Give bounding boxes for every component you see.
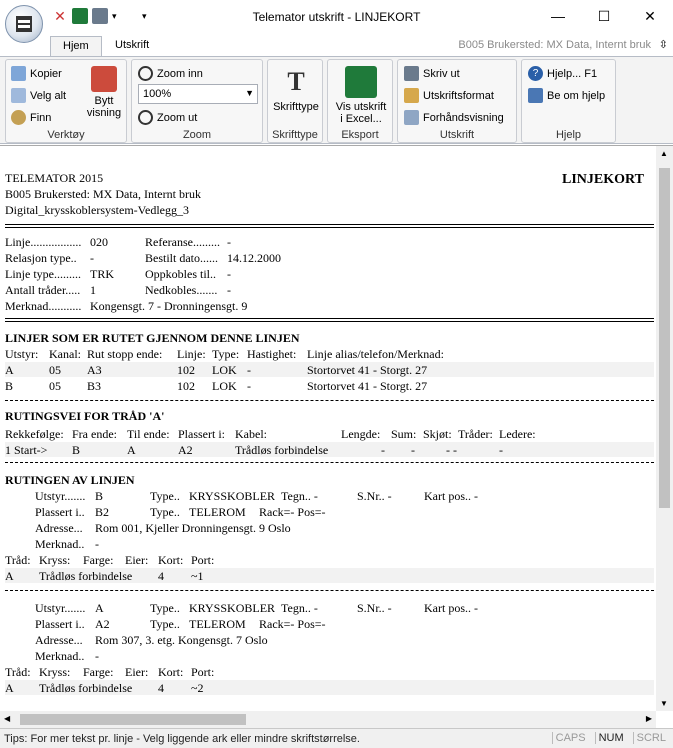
section-title: RUTINGSVEI FOR TRÅD 'A' — [5, 409, 165, 423]
field-label: Type.. — [150, 601, 180, 615]
group-font — [267, 59, 323, 143]
close-doc-icon[interactable]: ✕ — [54, 8, 66, 24]
select-all-button[interactable] — [11, 88, 66, 103]
table-cell: ~2 — [191, 681, 204, 695]
field-label: Nedkobles....... — [145, 283, 218, 297]
col-header: Plassert i: — [178, 427, 225, 441]
dashed-divider — [5, 400, 654, 401]
field-value: S.Nr.. - — [357, 601, 392, 615]
horizontal-scroll-thumb[interactable] — [20, 714, 246, 725]
switch-view-icon — [91, 66, 117, 92]
field-label: Antall tråder..... — [5, 283, 81, 297]
col-header: Ledere: — [499, 427, 536, 441]
field-value: Rom 001, Kjeller Dronningensgt. 9 Oslo — [95, 521, 291, 535]
scroll-left-icon[interactable]: ◀ — [4, 714, 11, 723]
copy-label: Kopier — [30, 67, 62, 80]
tab-home[interactable]: Hjem — [50, 36, 102, 56]
field-label: Plassert i.. — [35, 617, 85, 631]
dashed-divider — [5, 462, 654, 463]
table-cell: B3 — [87, 379, 102, 393]
zoom-in-label: Zoom inn — [157, 67, 203, 80]
printer-icon — [404, 66, 419, 81]
field-value: - — [95, 537, 99, 551]
search-icon — [11, 110, 26, 125]
col-header: Tråd: — [5, 553, 31, 567]
col-header: Kanal: — [49, 347, 81, 361]
font-label: Skrifttype — [273, 101, 319, 113]
field-value: TELEROM — [189, 617, 246, 631]
col-header: Rut stopp ende: — [87, 347, 163, 361]
table-cell: Trådløs forbindelse — [39, 681, 133, 695]
ask-help-label: Be om hjelp — [547, 89, 606, 102]
group-verktoy — [5, 59, 127, 143]
field-value: KRYSSKOBLER — [189, 489, 276, 503]
double-divider — [5, 318, 654, 322]
field-label: Type.. — [150, 617, 180, 631]
ribbon — [0, 56, 673, 144]
zoom-out-icon — [138, 110, 153, 125]
field-value: Rom 307, 3. etg. Kongensgt. 7 Oslo — [95, 633, 268, 647]
group-label-help: Hjelp — [555, 129, 582, 141]
preview-icon — [404, 110, 419, 125]
field-value: Kongensgt. 7 - Dronningensgt. 9 — [90, 299, 248, 313]
col-header: Linje alias/telefon/Merknad: — [307, 347, 444, 361]
table-cell: A2 — [178, 443, 193, 457]
field-label: Plassert i.. — [35, 505, 85, 519]
field-value: Tegn.. - — [281, 601, 318, 615]
scroll-lock-indicator: SCRL — [633, 732, 669, 744]
col-header: Kabel: — [235, 427, 267, 441]
report-header-3: Digital_krysskoblersystem-Vedlegg_3 — [5, 203, 189, 217]
col-header: Lengde: — [341, 427, 381, 441]
ribbon-tabs — [0, 34, 673, 56]
table-cell: 1 Start-> — [5, 443, 48, 457]
table-cell: A3 — [87, 363, 102, 377]
field-value: Kart pos.. - — [424, 489, 478, 503]
table-cell: Stortorvet 41 - Storgt. 27 — [307, 379, 428, 393]
col-header: Farge: — [83, 553, 114, 567]
group-label-print: Utskrift — [439, 129, 475, 141]
col-header: Farge: — [83, 665, 114, 679]
field-value: 1 — [90, 283, 96, 297]
col-header: Eier: — [125, 665, 149, 679]
col-header: Til ende: — [127, 427, 170, 441]
vertical-scrollbar[interactable] — [656, 146, 673, 711]
col-header: Hastighet: — [247, 347, 297, 361]
font-button[interactable] — [270, 66, 322, 113]
table-cell: - — [247, 379, 251, 393]
ask-help-icon — [528, 88, 543, 103]
table-cell: 4 — [158, 681, 164, 695]
table-cell: - — [381, 443, 385, 457]
zoom-out-label: Zoom ut — [157, 111, 198, 124]
print-format-button[interactable] — [404, 88, 494, 103]
field-label: Type.. — [150, 489, 180, 503]
table-cell: 102 — [177, 363, 195, 377]
field-value: - — [95, 649, 99, 663]
close-button[interactable]: ✕ — [644, 7, 656, 24]
col-header: Utstyr: — [5, 347, 39, 361]
field-value: B2 — [95, 505, 110, 519]
col-header: Tråder: — [458, 427, 493, 441]
table-cell: LOK — [212, 379, 237, 393]
scroll-right-icon[interactable]: ▶ — [645, 714, 652, 723]
zoom-select[interactable] — [138, 84, 258, 104]
section-title: RUTINGEN AV LINJEN — [5, 473, 135, 487]
row-shade — [5, 442, 654, 457]
app-menu-button[interactable] — [5, 5, 43, 43]
document-area[interactable] — [0, 145, 673, 728]
field-label: Utstyr....... — [35, 489, 86, 503]
col-header: Kryss: — [39, 553, 71, 567]
print-preview-button[interactable] — [404, 110, 504, 125]
horizontal-scrollbar[interactable] — [0, 711, 656, 728]
field-value: - — [227, 267, 231, 281]
minimize-button[interactable]: — — [551, 8, 565, 24]
field-value: A — [95, 601, 104, 615]
group-label-font: Skrifttype — [272, 129, 318, 141]
col-header: Tråd: — [5, 665, 31, 679]
col-header: Kort: — [158, 665, 184, 679]
group-print — [397, 59, 517, 143]
scroll-down-icon[interactable]: ▼ — [660, 699, 668, 708]
field-label: Linje type......... — [5, 267, 81, 281]
table-cell: 05 — [49, 379, 61, 393]
excel-icon — [345, 66, 377, 98]
field-value: TRK — [90, 267, 114, 281]
group-help — [521, 59, 616, 143]
col-header: Type: — [212, 347, 240, 361]
col-header: Linje: — [177, 347, 206, 361]
field-value: Kart pos.. - — [424, 601, 478, 615]
col-header: Skjøt: — [423, 427, 452, 441]
report-header-1: TELEMATOR 2015 — [5, 171, 104, 185]
field-value: - — [90, 251, 94, 265]
report-header-2: B005 Brukersted: MX Data, Internt bruk — [5, 187, 201, 201]
scroll-up-icon[interactable]: ▲ — [660, 149, 668, 158]
col-header: Port: — [191, 665, 215, 679]
table-cell: - — [247, 363, 251, 377]
table-cell: LOK — [212, 363, 237, 377]
font-icon: T — [287, 67, 305, 96]
zoom-in-icon — [138, 66, 153, 81]
window-title: Telemator utskrift - LINJEKORT — [252, 10, 421, 24]
zoom-value: 100% — [143, 88, 172, 100]
print-label: Skriv ut — [423, 67, 460, 80]
table-cell: Trådløs forbindelse — [39, 569, 133, 583]
field-label: Oppkobles til.. — [145, 267, 216, 281]
minimize-ribbon-icon[interactable]: ⇳ — [658, 39, 668, 51]
maximize-button[interactable]: ☐ — [597, 7, 611, 24]
col-header: Kryss: — [39, 665, 71, 679]
dashed-divider — [5, 590, 654, 591]
field-value: A2 — [95, 617, 110, 631]
col-header: Port: — [191, 553, 215, 567]
select-all-icon — [11, 88, 26, 103]
table-cell: A — [5, 569, 14, 583]
table-cell: B — [72, 443, 81, 457]
field-value: Rack=- Pos=- — [259, 617, 326, 631]
col-header: Rekkefølge: — [5, 427, 64, 441]
field-label: Linje................. — [5, 235, 82, 249]
chevron-down-icon: ▼ — [245, 88, 254, 98]
export-excel-button[interactable] — [330, 66, 392, 125]
zoom-out-button[interactable] — [138, 110, 197, 125]
field-value: - — [227, 283, 231, 297]
col-header: Sum: — [391, 427, 417, 441]
table-cell: A — [5, 681, 14, 695]
field-value: B — [95, 489, 104, 503]
customize-qat-icon[interactable]: ▾ — [142, 11, 147, 21]
switch-view-label: Bytt visning — [86, 95, 122, 119]
caps-indicator: CAPS — [552, 732, 589, 744]
field-value: 14.12.2000 — [227, 251, 281, 265]
print-button[interactable] — [404, 66, 460, 81]
field-value: S.Nr.. - — [357, 489, 392, 503]
print-format-label: Utskriftsformat — [423, 89, 494, 102]
table-cell: A — [5, 363, 14, 377]
title-bar — [0, 0, 673, 34]
ask-help-button[interactable] — [528, 88, 605, 103]
col-header: Fra ende: — [72, 427, 117, 441]
select-all-label: Velg alt — [30, 89, 67, 102]
table-cell: 05 — [49, 363, 61, 377]
double-divider — [5, 224, 654, 228]
status-bar — [0, 728, 673, 748]
section-title: LINJER SOM ER RUTET GJENNOM DENNE LINJEN — [5, 331, 300, 345]
field-label: Merknad.. — [35, 537, 85, 551]
table-cell: ~1 — [191, 569, 204, 583]
tab-print[interactable]: Utskrift — [115, 39, 150, 51]
status-tip: Tips: For mer tekst pr. linje - Velg liggende ark eller mindre skriftstørrelse. — [4, 733, 360, 745]
help-button[interactable] — [528, 66, 597, 81]
switch-view-button[interactable] — [82, 66, 126, 119]
table-cell: 102 — [177, 379, 195, 393]
table-cell: B — [5, 379, 14, 393]
table-cell: A — [127, 443, 136, 457]
field-value: - — [227, 235, 231, 249]
table-cell: - - — [446, 443, 457, 457]
field-label: Merknad.. — [35, 649, 85, 663]
field-label: Referanse......... — [145, 235, 220, 249]
table-cell: - — [499, 443, 503, 457]
col-header: Eier: — [125, 553, 149, 567]
vertical-scroll-thumb[interactable] — [659, 168, 670, 508]
export-excel-label: Vis utskrift i Excel... — [335, 101, 387, 125]
group-zoom — [131, 59, 263, 143]
field-value: 020 — [90, 235, 108, 249]
field-value: Rack=- Pos=- — [259, 505, 326, 519]
ribbon-site-info: B005 Brukersted: MX Data, Internt bruk — [458, 39, 651, 51]
report-page — [5, 152, 654, 707]
field-value: Tegn.. - — [281, 489, 318, 503]
field-label: Utstyr....... — [35, 601, 86, 615]
print-preview-label: Forhåndsvisning — [423, 111, 504, 124]
chevron-down-icon[interactable]: ▾ — [112, 11, 117, 21]
table-cell: Stortorvet 41 - Storgt. 27 — [307, 363, 428, 377]
field-value: TELEROM — [189, 505, 246, 519]
col-header: Kort: — [158, 553, 184, 567]
page-setup-icon — [404, 88, 419, 103]
table-cell: 4 — [158, 569, 164, 583]
find-button[interactable] — [11, 110, 51, 125]
field-label: Relasjon type.. — [5, 251, 77, 265]
copy-button[interactable] — [11, 66, 62, 81]
help-label: Hjelp... F1 — [547, 67, 598, 80]
table-cell: - — [411, 443, 415, 457]
grid-icon — [16, 16, 32, 32]
field-label: Merknad........... — [5, 299, 82, 313]
help-icon: ? — [528, 66, 543, 81]
find-label: Finn — [30, 111, 52, 124]
group-label-export: Eksport — [341, 129, 379, 141]
copy-icon — [11, 66, 26, 81]
field-label: Adresse... — [35, 521, 83, 535]
num-indicator: NUM — [595, 732, 627, 744]
table-cell: Trådløs forbindelse — [235, 443, 329, 457]
report-title: LINJEKORT — [562, 172, 644, 187]
field-label: Type.. — [150, 505, 180, 519]
zoom-in-button[interactable] — [138, 66, 203, 81]
group-label-zoom: Zoom — [182, 129, 212, 141]
field-value: KRYSSKOBLER — [189, 601, 276, 615]
group-export — [327, 59, 393, 143]
field-label: Adresse... — [35, 633, 83, 647]
field-label: Bestilt dato...... — [145, 251, 218, 265]
group-label-verktoy: Verktøy — [47, 129, 85, 141]
